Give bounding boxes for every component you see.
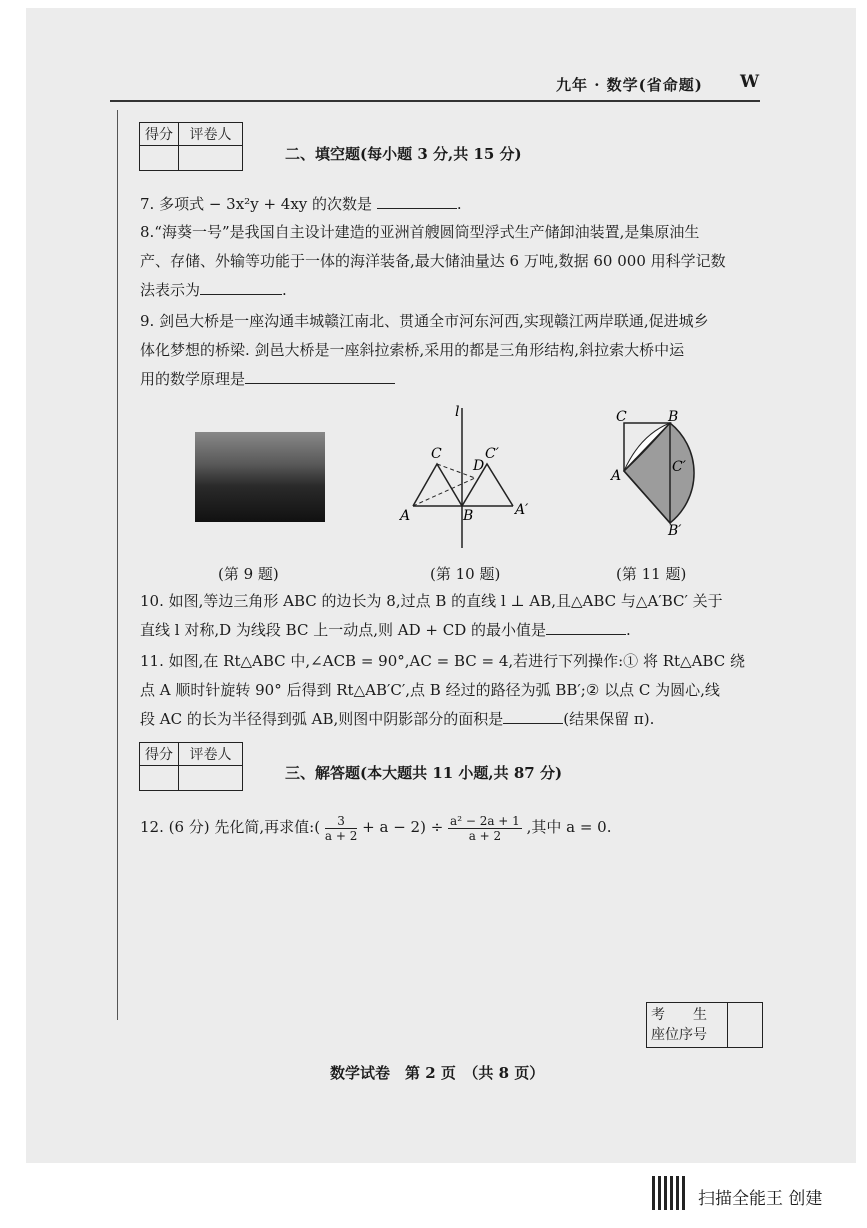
q7-blank (377, 207, 457, 209)
score-cell (140, 766, 179, 791)
grader-cell (179, 146, 243, 171)
question-11 (140, 647, 745, 734)
q12-fraction-2 (448, 814, 522, 843)
page-footer: 数学试卷 第 2 页 （共 8 页） (330, 1064, 545, 1082)
q10-blank (546, 633, 626, 635)
fig11-label-c: C (616, 409, 627, 425)
fig11-label-c-prime: C′ (672, 459, 686, 475)
fig10-label-a-prime: A′ (515, 502, 529, 518)
figure-11 (608, 405, 698, 540)
q10-line2-text: 直线 l 对称,D 为线段 BC 上一动点,则 AD + CD 的最小值是 (140, 621, 546, 639)
q12-suffix: ,其中 a = 0. (526, 818, 612, 836)
fig11-label-b: B (668, 409, 679, 425)
fig10-label-d: D (473, 458, 485, 474)
fig11-label-b-prime: B′ (668, 523, 682, 539)
seat-number-box (646, 1002, 763, 1048)
fig10-label-l: l (455, 404, 460, 420)
q11-end: (结果保留 π). (563, 710, 655, 728)
fig10-label-b: B (463, 508, 474, 524)
header-title: 九年 · 数学(省命题) (556, 76, 703, 94)
q7-text: 7. 多项式 − 3x²y + 4xy 的次数是 (140, 195, 373, 213)
q7-end: . (456, 195, 462, 213)
watermark-text: 扫描全能王 创建 (698, 1189, 823, 1209)
q9-line3 (140, 365, 709, 394)
caption-fig9: (第 9 题) (218, 565, 279, 583)
q8-line2: 产、存储、外输等功能于一体的海洋装备,最大储油量达 6 万吨,数据 60 000 用科学记数 (140, 252, 726, 270)
q8-line3 (140, 276, 726, 305)
qr-code-icon (652, 1176, 686, 1210)
question-12 (140, 810, 612, 844)
q12-f2-num: a² − 2a + 1 (450, 813, 520, 828)
q10-line1: 10. 如图,等边三角形 ABC 的边长为 8,过点 B 的直线 l ⊥ AB,且△ABC 与△A′BC′ 关于 (140, 592, 723, 610)
q9-line2: 体化梦想的桥梁. 剑邑大桥是一座斜拉索桥,采用的都是三角形结构,斜拉索大桥中运 (140, 341, 685, 359)
q11-blank (503, 722, 563, 724)
fig10-label-a: A (400, 508, 411, 524)
grader-cell (179, 766, 243, 791)
q11-line2: 点 A 顺时针旋转 90° 后得到 Rt△AB′C′,点 B 经过的路径为弧 BB′;② 以点 C 为圆心,线 (140, 681, 720, 699)
score-label: 得分 (140, 743, 179, 766)
q12-f1-den: a + 2 (324, 828, 358, 843)
q9-line3-text: 用的数学原理是 (140, 370, 246, 388)
caption-fig11: (第 11 题) (616, 565, 687, 583)
q8-blank (200, 293, 282, 295)
score-cell (140, 146, 179, 171)
question-7 (140, 190, 462, 219)
q11-line3 (140, 705, 745, 734)
q12-f2-den: a + 2 (468, 828, 502, 843)
fig11-label-a: A (611, 468, 622, 484)
q12-fraction-1 (325, 814, 357, 843)
score-box-section2 (139, 122, 243, 171)
q11-line1: 11. 如图,在 Rt△ABC 中,∠ACB = 90°,AC = BC = 4,若进行下列操作:① 将 Rt△ABC 绕 (140, 652, 745, 670)
q8-line1: 8.“海葵一号”是我国自主设计建造的亚洲首艘圆筒型浮式生产储卸油装置,是集原油生 (140, 223, 700, 241)
seat-label-line1: 考 生 (651, 1007, 707, 1023)
score-box-section3 (139, 742, 243, 791)
q12-mid: + a − 2) ÷ (362, 818, 444, 836)
q11-line3-text: 段 AC 的长为半径得到弧 AB,则图中阴影部分的面积是 (140, 710, 504, 728)
caption-fig10: (第 10 题) (430, 565, 501, 583)
section2-title: 二、填空题(每小题 3 分,共 15 分) (285, 145, 522, 163)
section3-title: 三、解答题(本大题共 11 小题,共 87 分) (285, 764, 563, 782)
grader-label: 评卷人 (179, 743, 243, 766)
score-label: 得分 (140, 123, 179, 146)
seat-label-line2: 座位序号 (651, 1027, 707, 1043)
bridge-photo (195, 432, 325, 522)
q9-line1: 9. 剑邑大桥是一座沟通丰城赣江南北、贯通全市河东河西,实现赣江两岸联通,促进城乡 (140, 312, 709, 330)
q12-f1-num: 3 (325, 814, 357, 829)
grader-label: 评卷人 (179, 123, 243, 146)
q8-line3-text: 法表示为 (140, 281, 201, 299)
fig10-label-c-prime: C′ (485, 446, 499, 462)
question-10 (140, 587, 723, 645)
header-mark: W (740, 72, 760, 92)
seat-label (647, 1003, 728, 1048)
exam-page (26, 8, 856, 1163)
q8-end: . (282, 281, 287, 299)
question-8 (140, 218, 726, 305)
seat-number-cell[interactable] (728, 1003, 763, 1048)
q12-prefix: 12. (6 分) 先化简,再求值:( (140, 818, 321, 836)
question-9 (140, 307, 709, 394)
q9-blank (245, 382, 395, 384)
q10-line2 (140, 616, 723, 645)
q10-end: . (625, 621, 631, 639)
figure-10 (395, 402, 545, 552)
fig10-label-c: C (431, 446, 442, 462)
header-rule (110, 100, 760, 102)
binding-line (117, 110, 118, 1020)
